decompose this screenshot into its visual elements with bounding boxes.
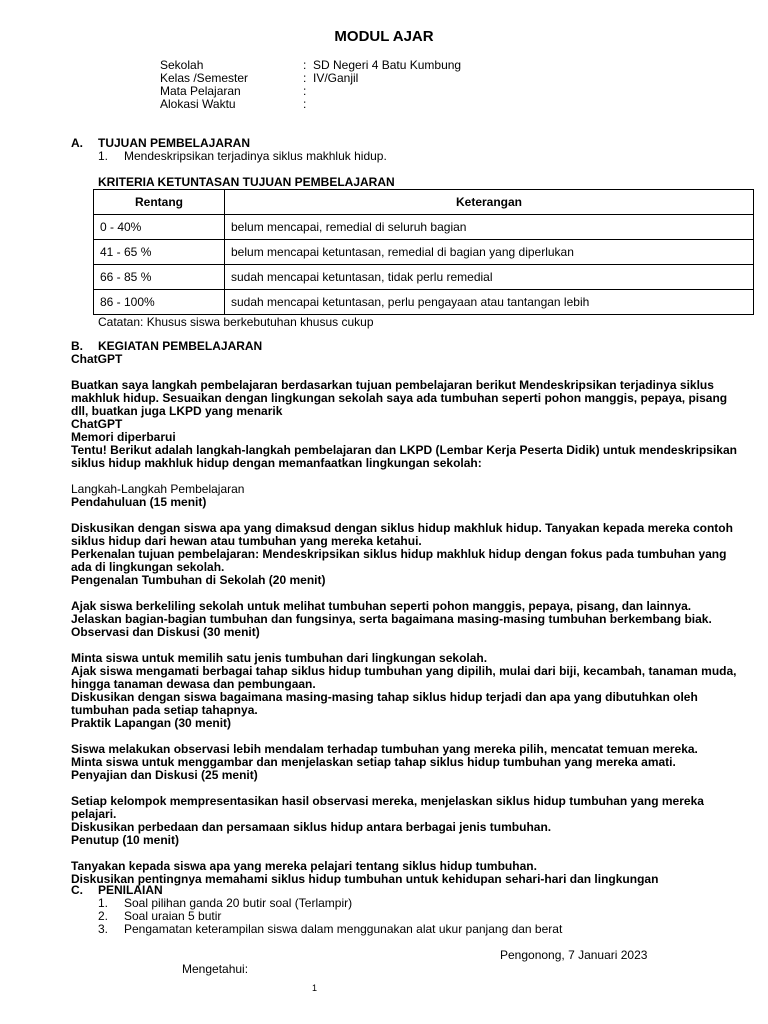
description-cell: belum mencapai, remedial di seluruh bagian — [225, 215, 754, 240]
range-cell: 0 - 40% — [94, 215, 225, 240]
range-cell: 86 - 100% — [94, 290, 225, 315]
paragraph: Diskusikan dengan siswa apa yang dimaksud dengan siklus hidup makhluk hidup. Tanyakan kepada mereka contoh siklus hidup dari hewan atau tumbuhan yang mereka ketahui. — [71, 521, 733, 548]
paragraph: Minta siswa untuk memilih satu jenis tumbuhan dari lingkungan sekolah. — [71, 651, 488, 665]
list-text: Pengamatan keterampilan siswa dalam menggunakan alat ukur panjang dan berat — [124, 922, 563, 936]
page-number: 1 — [312, 983, 318, 993]
column-header: Rentang — [94, 190, 225, 215]
paragraph: Diskusikan dengan siswa bagaimana masing-masing tahap siklus hidup terjadi dan apa yang dibutuhkan oleh tumbuhan pada setiap tahapnya. — [71, 690, 698, 717]
criteria-title: KRITERIA KETUNTASAN TUJUAN PEMBELAJARAN — [98, 175, 395, 189]
learning-activities-body — [71, 353, 741, 886]
paragraph: Praktik Lapangan (30 menit) — [71, 716, 232, 730]
section-letter: C. — [71, 883, 83, 897]
description-cell: sudah mencapai ketuntasan, perlu pengayaan atau tantangan lebih — [225, 290, 754, 315]
section-letter: A. — [71, 136, 83, 150]
paragraph: Tentu! Berikut adalah langkah-langkah pembelajaran dan LKPD (Lembar Kerja Peserta Didik) untuk mendeskripsikan siklus hidup makhluk hidup dengan memanfaatkan lingkungan sekolah: — [71, 443, 737, 470]
paragraph: Pendahuluan (15 menit) — [71, 495, 207, 509]
document-title: MODUL AJAR — [334, 28, 434, 45]
identity-block — [160, 59, 461, 111]
paragraph: Ajak siswa mengamati berbagai tahap siklus hidup tumbuhan yang dipilih, mulai dari biji, kecambah, tanaman muda, hingga tanaman dewasa dan pembungaan. — [71, 664, 737, 691]
paragraph: Minta siswa untuk menggambar dan menjelaskan setiap tahap siklus hidup tumbuhan yang mereka amati. — [71, 755, 676, 769]
list-item — [98, 150, 387, 163]
paragraph: Diskusikan perbedaan dan persamaan siklus hidup antara berbagai jenis tumbuhan. — [71, 820, 552, 834]
info-value: SD Negeri 4 Batu Kumbung — [313, 58, 462, 72]
info-colon: : — [303, 58, 307, 72]
paragraph: Buatkan saya langkah pembelajaran berdasarkan tujuan pembelajaran berikut Mendeskripsikan terjadinya siklus makhluk hidup. Sesuaikan dengan lingkungan sekolah saya ada tumbuhan seperti pohon manggis, pepaya, pisang dll, buatkan juga LKPD yang menarik — [71, 378, 728, 418]
info-colon: : — [303, 84, 307, 98]
table-row — [94, 240, 754, 265]
paragraph: ChatGPT — [71, 417, 123, 431]
paragraph: Diskusikan pentingnya memahami siklus hidup tumbuhan untuk kehidupan sehari-hari dan lingkungan — [71, 872, 659, 886]
column-header: Keterangan — [225, 190, 754, 215]
assessment-list — [98, 897, 562, 936]
list-item — [98, 923, 562, 936]
list-text: Soal uraian 5 butir — [124, 909, 222, 923]
list-number: 1. — [98, 149, 109, 163]
section-title: TUJUAN PEMBELAJARAN — [98, 136, 251, 150]
paragraph: Pengenalan Tumbuhan di Sekolah (20 menit) — [71, 573, 326, 587]
range-cell: 66 - 85 % — [94, 265, 225, 290]
list-number: 3. — [98, 922, 109, 936]
list-number: 1. — [98, 896, 109, 910]
criteria-note: Catatan: Khusus siswa berkebutuhan khusus cukup — [98, 315, 374, 329]
table-row — [94, 265, 754, 290]
paragraph: Langkah-Langkah Pembelajaran — [71, 482, 245, 496]
section-letter: B. — [71, 339, 83, 353]
section-title: PENILAIAN — [98, 883, 163, 897]
paragraph: Tanyakan kepada siswa apa yang mereka pelajari tentang siklus hidup tumbuhan. — [71, 859, 537, 873]
description-cell: sudah mencapai ketuntasan, tidak perlu remedial — [225, 265, 754, 290]
objective-list — [98, 150, 387, 163]
paragraph: Penyajian dan Diskusi (25 menit) — [71, 768, 258, 782]
list-number: 2. — [98, 909, 109, 923]
info-label: Kelas /Semester — [160, 71, 249, 85]
paragraph: Setiap kelompok mempresentasikan hasil observasi mereka, menjelaskan siklus hidup tumbuhan yang mereka pelajari. — [71, 794, 704, 821]
info-colon: : — [303, 97, 307, 111]
info-label: Mata Pelajaran — [160, 84, 241, 98]
section-title: KEGIATAN PEMBELAJARAN — [98, 339, 263, 353]
paragraph: ChatGPT — [71, 352, 123, 366]
paragraph: Observasi dan Diskusi (30 menit) — [71, 625, 260, 639]
list-text: Mendeskripsikan terjadinya siklus makhluk hidup. — [124, 149, 387, 163]
list-text: Soal pilihan ganda 20 butir soal (Terlampir) — [124, 896, 353, 910]
paragraph: Penutup (10 menit) — [71, 833, 180, 847]
info-label: Sekolah — [160, 58, 204, 72]
place-date: Pengonong, 7 Januari 2023 — [500, 948, 648, 962]
paragraph: Perkenalan tujuan pembelajaran: Mendeskripsikan siklus hidup makhluk hidup dengan fokus pada tumbuhan yang ada di lingkungan sekolah. — [71, 547, 727, 574]
table-row — [94, 290, 754, 315]
acknowledged-label: Mengetahui: — [182, 962, 249, 976]
paragraph: Ajak siswa berkeliling sekolah untuk melihat tumbuhan seperti pohon manggis, pepaya, pisang, dan lainnya. — [71, 599, 692, 613]
range-cell: 41 - 65 % — [94, 240, 225, 265]
info-colon: : — [303, 71, 307, 85]
paragraph: Memori diperbarui — [71, 430, 176, 444]
paragraph: Siswa melakukan observasi lebih mendalam terhadap tumbuhan yang mereka pilih, mencatat temuan mereka. — [71, 742, 698, 756]
description-cell: belum mencapai ketuntasan, remedial di bagian yang diperlukan — [225, 240, 754, 265]
table-header-row — [94, 190, 754, 215]
info-value: IV/Ganjil — [313, 71, 359, 85]
info-label: Alokasi Waktu — [160, 97, 236, 111]
criteria-table — [93, 189, 754, 315]
table-row — [94, 215, 754, 240]
paragraph: Jelaskan bagian-bagian tumbuhan dan fungsinya, serta bagaimana masing-masing tumbuhan berkembang biak. — [71, 612, 712, 626]
info-row-time — [160, 98, 461, 111]
